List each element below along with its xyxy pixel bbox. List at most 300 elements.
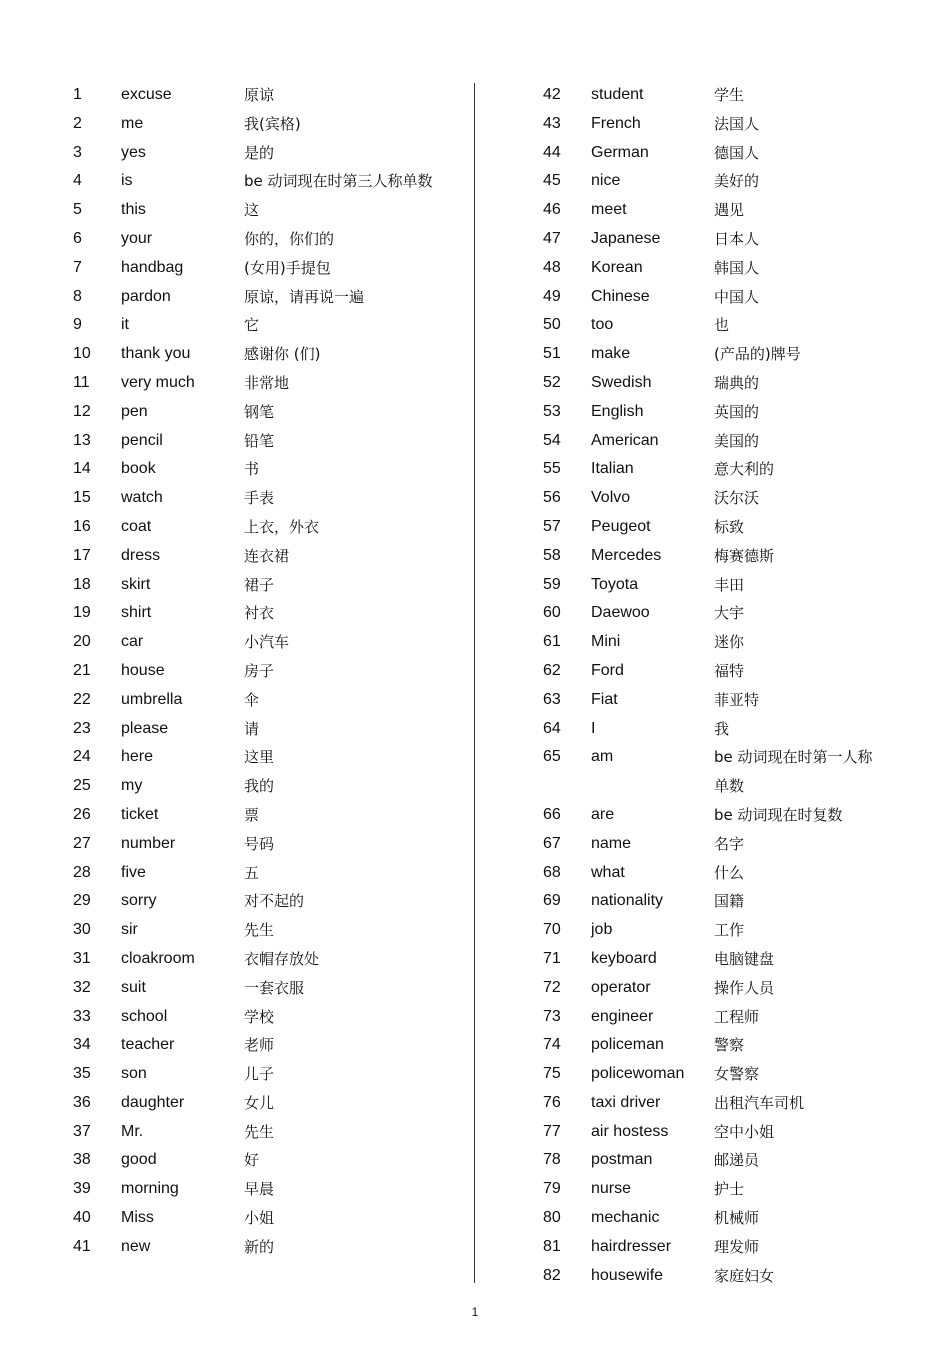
vocab-chinese-meaning: 家庭妇女 [714, 1266, 775, 1285]
vocab-number: 57 [543, 517, 561, 535]
vocab-chinese-meaning: 铅笔 [244, 431, 275, 450]
vocab-number: 73 [543, 1007, 561, 1025]
vocab-english-word: hairdresser [591, 1237, 672, 1255]
vocab-chinese-meaning: 衣帽存放处 [244, 949, 320, 968]
vocab-number: 26 [73, 805, 91, 823]
vocab-row [543, 254, 883, 283]
vocab-number: 43 [543, 114, 561, 132]
vocab-chinese-meaning: 女儿 [244, 1093, 275, 1112]
vocab-number: 68 [543, 863, 561, 881]
vocab-number: 23 [73, 719, 91, 737]
vocab-row [543, 340, 883, 369]
vocab-chinese-meaning: be 动词现在时第三人称单数 [244, 172, 433, 191]
vocab-chinese-meaning: 先生 [244, 921, 275, 940]
vocab-chinese-meaning: 原谅，请再说一遍 [244, 287, 365, 306]
vocab-number: 41 [73, 1237, 91, 1255]
vocab-number: 18 [73, 575, 91, 593]
vocab-chinese-meaning: 我 [714, 719, 730, 738]
vocab-english-word: American [591, 431, 659, 449]
vocab-english-word: postman [591, 1151, 653, 1169]
vocab-row [543, 513, 883, 542]
vocab-chinese-meaning: 号码 [244, 834, 275, 853]
vocab-chinese-meaning: 连衣裙 [244, 546, 290, 565]
vocab-row [543, 455, 883, 484]
vocab-number: 17 [73, 546, 91, 564]
vocab-english-word: skirt [121, 575, 151, 593]
vocab-row [73, 311, 463, 340]
vocab-row [543, 859, 883, 888]
vocab-number: 69 [543, 892, 561, 910]
vocab-row [73, 657, 463, 686]
vocab-row [543, 139, 883, 168]
vocab-english-word: is [121, 172, 133, 190]
vocab-row [73, 1060, 463, 1089]
vocab-number: 42 [543, 86, 561, 103]
vocab-row [543, 945, 883, 974]
vocab-row [543, 1146, 883, 1175]
vocab-number: 22 [73, 690, 91, 708]
vocab-chinese-meaning: 理发师 [714, 1237, 760, 1256]
vocab-chinese-meaning: 德国人 [714, 143, 760, 162]
vocab-english-word: suit [121, 978, 146, 996]
vocab-english-word: teacher [121, 1036, 175, 1054]
vocab-chinese-meaning: 新的 [244, 1237, 275, 1256]
vocab-row [73, 254, 463, 283]
vocab-english-word: Ford [591, 661, 624, 679]
vocab-row [543, 974, 883, 1003]
vocab-number: 44 [543, 143, 561, 161]
vocab-english-word: thank you [121, 345, 191, 363]
vocab-english-word: Volvo [591, 489, 631, 507]
vocab-chinese-meaning: 房子 [244, 661, 275, 680]
vocab-row [543, 311, 883, 340]
vocab-english-word: Japanese [591, 229, 661, 247]
vocab-chinese-meaning: 工程师 [714, 1007, 760, 1026]
column-divider [474, 83, 475, 1283]
vocab-number: 71 [543, 949, 561, 967]
vocab-chinese-meaning: 梅赛德斯 [714, 546, 775, 565]
vocab-number: 48 [543, 258, 561, 276]
vocab-chinese-meaning: 迷你 [714, 633, 745, 652]
vocab-number: 20 [73, 633, 91, 651]
vocab-chinese-meaning: 衬衣 [244, 604, 275, 623]
vocab-english-word: policewoman [591, 1065, 685, 1083]
vocab-chinese-meaning: 日本人 [714, 229, 760, 248]
vocab-row [73, 513, 463, 542]
vocab-row [73, 398, 463, 427]
vocab-english-word: book [121, 460, 156, 478]
vocab-chinese-meaning: 美国的 [714, 431, 760, 450]
vocab-chinese-meaning: be 动词现在时第一人称单数 [714, 748, 873, 796]
vocab-number: 49 [543, 287, 561, 305]
vocab-number: 19 [73, 604, 91, 622]
vocab-row [543, 1204, 883, 1233]
vocab-chinese-meaning: 警察 [714, 1036, 745, 1055]
vocab-english-word: what [591, 863, 625, 881]
vocab-row [543, 542, 883, 571]
vocab-number: 52 [543, 373, 561, 391]
vocab-number: 35 [73, 1065, 91, 1083]
vocab-row [543, 225, 883, 254]
vocab-english-word: dress [121, 546, 161, 564]
vocab-number: 21 [73, 661, 91, 679]
vocab-row [543, 628, 883, 657]
vocab-chinese-meaning: 英国的 [714, 402, 760, 421]
vocab-english-word: housewife [591, 1266, 664, 1284]
vocab-row [73, 715, 463, 744]
vocab-chinese-meaning: be 动词现在时复数 [714, 805, 843, 824]
vocab-english-word: umbrella [121, 690, 183, 708]
vocab-english-word: Swedish [591, 373, 652, 391]
vocab-chinese-meaning: 我(宾格) [244, 114, 301, 133]
vocab-chinese-meaning: 它 [244, 316, 260, 335]
vocab-chinese-meaning: 邮递员 [714, 1151, 760, 1170]
vocab-chinese-meaning: 一套衣服 [244, 978, 305, 997]
vocab-row [543, 369, 883, 398]
vocab-chinese-meaning: 书 [244, 460, 260, 479]
vocab-chinese-meaning: 这里 [244, 748, 275, 767]
vocab-row [73, 110, 463, 139]
vocab-number: 29 [73, 892, 91, 910]
vocab-number: 58 [543, 546, 561, 564]
vocab-chinese-meaning: 请 [244, 719, 260, 738]
vocab-chinese-meaning: 意大利的 [714, 460, 775, 479]
vocab-number: 55 [543, 460, 561, 478]
vocab-chinese-meaning: 福特 [714, 661, 745, 680]
vocab-row [73, 225, 463, 254]
vocab-number: 53 [543, 402, 561, 420]
vocab-row [543, 1118, 883, 1147]
vocab-row [73, 1118, 463, 1147]
vocab-english-word: name [591, 834, 632, 852]
vocab-row [543, 686, 883, 715]
vocab-number: 64 [543, 719, 561, 737]
vocab-english-word: Korean [591, 258, 643, 276]
vocab-chinese-meaning: 学生 [714, 86, 745, 104]
vocab-chinese-meaning: 裙子 [244, 575, 275, 594]
vocab-chinese-meaning: 钢笔 [244, 402, 275, 421]
vocab-english-word: Daewoo [591, 604, 650, 622]
vocab-number: 8 [73, 287, 82, 305]
vocab-english-word: shirt [121, 604, 152, 622]
vocab-english-word: excuse [121, 86, 172, 103]
vocab-chinese-meaning: (产品的)牌号 [714, 345, 801, 364]
vocab-english-word: Mr. [121, 1122, 144, 1140]
vocab-row [73, 801, 463, 830]
vocab-chinese-meaning: 空中小姐 [714, 1122, 775, 1141]
vocab-chinese-meaning: 是的 [244, 143, 275, 162]
vocab-english-word: watch [121, 489, 163, 507]
vocab-chinese-meaning: 瑞典的 [714, 373, 760, 392]
vocab-number: 4 [73, 172, 82, 190]
vocab-row [73, 599, 463, 628]
vocab-row [73, 427, 463, 456]
vocab-chinese-meaning: 我的 [244, 777, 275, 796]
vocab-english-word: me [121, 114, 144, 132]
vocab-english-word: Chinese [591, 287, 650, 305]
vocab-number: 47 [543, 229, 561, 247]
vocab-english-word: engineer [591, 1007, 654, 1025]
vocab-number: 7 [73, 258, 82, 276]
vocab-number: 37 [73, 1122, 91, 1140]
vocab-chinese-meaning: 菲亚特 [714, 690, 760, 709]
vocab-number: 50 [543, 316, 561, 334]
vocab-row [73, 1233, 463, 1262]
vocab-number: 3 [73, 143, 82, 161]
vocab-english-word: daughter [121, 1093, 185, 1111]
vocab-row [543, 398, 883, 427]
vocab-row [543, 427, 883, 456]
vocab-english-word: five [121, 863, 146, 881]
vocab-chinese-meaning: 标致 [714, 517, 745, 536]
vocab-row [543, 743, 883, 801]
vocab-english-word: Fiat [591, 690, 618, 708]
vocab-english-word: number [121, 834, 176, 852]
vocab-row [543, 1233, 883, 1262]
vocab-chinese-meaning: 法国人 [714, 114, 760, 133]
vocab-row [73, 1003, 463, 1032]
vocab-chinese-meaning: 早晨 [244, 1180, 275, 1199]
vocab-english-word: Italian [591, 460, 634, 478]
vocab-english-word: job [591, 921, 613, 939]
vocab-chinese-meaning: 也 [714, 316, 730, 335]
vocab-english-word: nurse [591, 1180, 632, 1198]
vocab-english-word: yes [121, 143, 146, 161]
vocab-row [73, 139, 463, 168]
vocab-chinese-meaning: 你的，你们的 [244, 229, 335, 248]
vocab-row [543, 1175, 883, 1204]
vocab-row [543, 715, 883, 744]
vocab-row [543, 599, 883, 628]
vocab-number: 39 [73, 1180, 91, 1198]
vocab-chinese-meaning: 非常地 [244, 373, 290, 392]
vocab-number: 25 [73, 777, 91, 795]
vocab-row [543, 916, 883, 945]
vocab-english-word: meet [591, 201, 627, 219]
vocab-english-word: sorry [121, 892, 157, 910]
vocab-english-word: too [591, 316, 614, 334]
vocab-number: 6 [73, 229, 82, 247]
vocab-english-word: good [121, 1151, 157, 1169]
vocab-english-word: taxi driver [591, 1093, 661, 1111]
vocab-number: 28 [73, 863, 91, 881]
vocab-number: 51 [543, 345, 561, 363]
vocab-number: 65 [543, 748, 561, 766]
vocab-english-word: new [121, 1237, 151, 1255]
vocab-english-word: it [121, 316, 129, 334]
vocab-row [73, 1031, 463, 1060]
vocab-english-word: my [121, 777, 143, 795]
vocab-chinese-meaning: 工作 [714, 921, 745, 940]
vocab-english-word: student [591, 86, 644, 103]
vocab-number: 45 [543, 172, 561, 190]
vocab-row [73, 686, 463, 715]
vocab-english-word: cloakroom [121, 949, 195, 967]
vocab-row [543, 571, 883, 600]
vocab-row [73, 571, 463, 600]
vocab-number: 61 [543, 633, 561, 651]
vocab-chinese-meaning: 先生 [244, 1122, 275, 1141]
vocab-row [543, 110, 883, 139]
vocab-number: 13 [73, 431, 91, 449]
vocab-english-word: here [121, 748, 154, 766]
vocab-number: 38 [73, 1151, 91, 1169]
vocab-number: 33 [73, 1007, 91, 1025]
vocab-chinese-meaning: 票 [244, 805, 260, 824]
vocab-number: 36 [73, 1093, 91, 1111]
vocab-row [543, 1262, 883, 1291]
vocab-chinese-meaning: 这 [244, 201, 260, 220]
vocab-chinese-meaning: 美好的 [714, 172, 760, 191]
vocab-english-word: Toyota [591, 575, 639, 593]
vocab-english-word: pen [121, 402, 148, 420]
vocab-row [73, 542, 463, 571]
vocab-row [543, 1060, 883, 1089]
vocab-row [73, 743, 463, 772]
vocab-english-word: please [121, 719, 169, 737]
vocab-english-word: sir [121, 921, 138, 939]
vocab-chinese-meaning: 好 [244, 1151, 260, 1170]
vocab-chinese-meaning: 小姐 [244, 1209, 275, 1228]
vocab-number: 77 [543, 1122, 561, 1140]
vocab-english-word: Mini [591, 633, 621, 651]
vocab-row [73, 340, 463, 369]
vocab-chinese-meaning: 中国人 [714, 287, 760, 306]
vocab-number: 70 [543, 921, 561, 939]
vocab-row [73, 772, 463, 801]
vocab-english-word: policeman [591, 1036, 664, 1054]
vocab-row [73, 167, 463, 196]
vocab-english-word: Peugeot [591, 517, 651, 535]
vocab-row [73, 455, 463, 484]
vocab-row [73, 628, 463, 657]
vocab-english-word: Mercedes [591, 546, 662, 564]
vocab-chinese-meaning: (女用)手提包 [244, 258, 331, 277]
vocab-chinese-meaning: 国籍 [714, 892, 745, 911]
vocab-english-word: I [591, 719, 596, 737]
vocab-english-word: operator [591, 978, 651, 996]
vocab-number: 66 [543, 805, 561, 823]
vocab-number: 9 [73, 316, 82, 334]
vocab-row [543, 196, 883, 225]
vocab-english-word: morning [121, 1180, 179, 1198]
vocab-number: 80 [543, 1209, 561, 1227]
vocab-number: 67 [543, 834, 561, 852]
vocab-row [73, 484, 463, 513]
vocab-chinese-meaning: 韩国人 [714, 258, 760, 277]
vocab-chinese-meaning: 大宇 [714, 604, 745, 623]
vocab-row [543, 801, 883, 830]
vocab-chinese-meaning: 感谢你 (们) [244, 345, 321, 364]
vocab-number: 15 [73, 489, 91, 507]
vocab-number: 11 [73, 373, 90, 391]
vocab-row [73, 859, 463, 888]
vocab-number: 40 [73, 1209, 91, 1227]
vocab-english-word: air hostess [591, 1122, 669, 1140]
vocab-row [543, 887, 883, 916]
vocab-row [73, 369, 463, 398]
vocab-row [543, 167, 883, 196]
vocab-english-word: pardon [121, 287, 171, 305]
vocab-english-word: ticket [121, 805, 159, 823]
vocab-row [73, 196, 463, 225]
vocab-number: 46 [543, 201, 561, 219]
vocab-row [543, 283, 883, 312]
vocab-number: 81 [543, 1237, 561, 1255]
vocab-number: 63 [543, 690, 561, 708]
vocab-english-word: nice [591, 172, 621, 190]
vocab-number: 34 [73, 1036, 91, 1054]
vocab-number: 82 [543, 1266, 561, 1284]
vocab-number: 60 [543, 604, 561, 622]
vocab-english-word: son [121, 1065, 147, 1083]
vocab-english-word: school [121, 1007, 168, 1025]
vocab-english-word: handbag [121, 258, 184, 276]
vocab-number: 72 [543, 978, 561, 996]
vocab-row [543, 1003, 883, 1032]
vocab-chinese-meaning: 丰田 [714, 575, 745, 594]
vocab-chinese-meaning: 机械师 [714, 1209, 760, 1228]
vocab-chinese-meaning: 儿子 [244, 1065, 275, 1084]
vocab-number: 16 [73, 517, 91, 535]
vocab-number: 31 [73, 949, 91, 967]
vocab-row [543, 1031, 883, 1060]
vocab-row [73, 1146, 463, 1175]
vocab-number: 79 [543, 1180, 561, 1198]
vocab-chinese-meaning: 出租汽车司机 [714, 1093, 805, 1112]
vocab-english-word: keyboard [591, 949, 657, 967]
vocab-number: 54 [543, 431, 561, 449]
vocab-number: 56 [543, 489, 561, 507]
vocab-row [543, 1089, 883, 1118]
vocab-number: 24 [73, 748, 91, 766]
vocab-number: 32 [73, 978, 91, 996]
vocab-chinese-meaning: 操作人员 [714, 978, 775, 997]
vocab-english-word: mechanic [591, 1209, 660, 1227]
vocab-english-word: your [121, 229, 153, 247]
vocab-chinese-meaning: 遇见 [714, 201, 745, 220]
vocab-english-word: house [121, 661, 165, 679]
page-number: 1 [471, 1305, 479, 1319]
vocab-number: 59 [543, 575, 561, 593]
vocab-row [73, 830, 463, 859]
vocab-english-word: this [121, 201, 146, 219]
vocab-english-word: am [591, 748, 614, 766]
vocab-chinese-meaning: 女警察 [714, 1065, 760, 1084]
vocab-chinese-meaning: 学校 [244, 1007, 275, 1026]
vocab-chinese-meaning: 手表 [244, 489, 275, 508]
vocab-row [543, 81, 883, 110]
vocab-number: 10 [73, 345, 91, 363]
vocab-chinese-meaning: 上衣，外衣 [244, 517, 320, 536]
vocab-row [73, 81, 463, 110]
vocab-chinese-meaning: 原谅 [244, 86, 275, 104]
vocab-english-word: Miss [121, 1209, 154, 1227]
vocab-row [73, 283, 463, 312]
vocab-english-word: make [591, 345, 631, 363]
vocab-english-word: German [591, 143, 649, 161]
vocab-number: 2 [73, 114, 82, 132]
vocab-chinese-meaning: 小汽车 [244, 633, 290, 652]
vocab-row [73, 1204, 463, 1233]
vocab-row [543, 830, 883, 859]
vocab-number: 12 [73, 402, 91, 420]
vocab-chinese-meaning: 什么 [714, 863, 745, 882]
vocab-english-word: nationality [591, 892, 664, 910]
vocab-row [73, 1089, 463, 1118]
vocab-row [543, 484, 883, 513]
vocab-english-word: very much [121, 373, 195, 391]
